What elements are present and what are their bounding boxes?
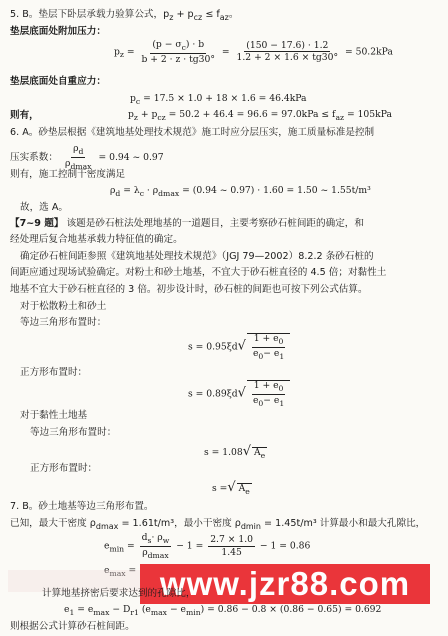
dry-density-equation: $\rho_d = \lambda_c \cdot \rho_{dmax} = (0.94$ ~ 0.97) · 1.60 = 1.50 ~ 1.55t/m³ (110, 185, 371, 198)
clay-triangle-formula: s = 1.08√ $A_e$ (204, 444, 266, 460)
additional-pressure-label: 垫层底面处附加压力： (10, 26, 106, 37)
triangle-spacing-formula: s = 0.95ξd√ $\frac{1 + e_0}{e_0- e_1}$ (188, 333, 290, 360)
max-void-ratio-equation: $e_{max}$ = (104, 565, 137, 578)
square-spacing-formula: s = 0.89ξd√ $\frac{1 + e_0}{e_0- e_1}$ (188, 380, 290, 407)
problem-6-heading: 6. A。砂垫层根据《建筑地基处理技术规范》施工时应分层压实，施工质量标准是控制 (10, 127, 375, 138)
clay-soil-label: 对于黏性土地基 (20, 410, 88, 421)
spacing-rule-line-2: 间距应通过现场试验确定。对粉土和砂土地基，不宜大于砂石桩直径的 4.5 倍；对黏性土 (10, 267, 387, 278)
triangle-layout-label-1: 等边三角形布置时： (20, 317, 107, 328)
min-void-ratio-equation: $e_{min}$ = $\frac{d_s\cdot \rho_w}{\rho_{dmax}}$ − 1 = $\frac{2.7 \times 1.0}{1.45}$ − 1 = 0.86 (104, 532, 311, 560)
problem-7-heading: 7. B。砂土地基等边三角形布置。 (10, 501, 154, 512)
intro-line-2: 经处理后复合地基承载力特征值的确定。 (10, 234, 183, 245)
then-label: 则有， (10, 110, 39, 121)
known-density-line: 已知，最大干密度 $\rho_{dmax} = 1.61t/m^3$，最小干密度 $\rho_{dmin} = 1.45t/m^3$ 计算最小和最大孔隙比， (10, 518, 426, 531)
spacing-calc-line: 则根据公式计算砂石桩间距。 (10, 621, 135, 632)
answer-a: 故，选 A。 (20, 202, 68, 213)
loose-silt-sand-label: 对于松散粉土和砂土 (20, 301, 107, 312)
additional-pressure-equation: $p_z$ = $\frac{(p - \sigma_c) \cdot b}{b + 2 \cdot z \cdot tg30^\circ}$ = $\frac{(150 - 17.6) \cdot 1.2}{1.2 + 2 \times 1.6 \times tg30^\circ}$ = 50.2kPa (114, 39, 393, 65)
problem-5-heading: 5. B。垫层下卧层承载力验算公式，$p_z + p_{cz} \le f_{az}$。 (10, 9, 239, 22)
compaction-coefficient-line: 压实系数： $\frac{\rho_d}{\rho_{dmax}}$ = 0.94 ~ 0.97 (10, 143, 164, 171)
self-weight-stress-label: 垫层底面处自重应力： (10, 76, 106, 87)
self-weight-stress-equation: $p_c = 17.5 \times 1.0 + 18 \times 1.6 = 46.4kPa$ (130, 93, 307, 106)
densified-void-ratio-label: 计算地基挤密后要求达到的孔隙比， (42, 588, 196, 599)
spacing-rule-line-1: 确定砂石桩间距参照《建筑地基处理技术规范》（JGJ 79—2002）8.2.2 条砂石桩的 (20, 251, 374, 262)
problem-7-9-intro: 【7~9 题】 该题是砂石桩法处理地基的一道题目，主要考察砂石桩间距的确定，和 (10, 218, 364, 229)
spacing-rule-line-3: 地基不宜大于砂石桩直径的 3 倍。初步设计时，砂石桩的间距也可按下列公式估算。 (10, 284, 368, 295)
website-watermark: www.jzr88.com (140, 564, 430, 604)
bearing-check-equation: $p_z + p_{cz} = 50.2 + 46.4 = 96.6 = 97.0kPa \le f_{az} = 105kPa$ (128, 109, 392, 122)
clay-square-formula: s =√ $A_e$ (212, 480, 250, 496)
densified-void-ratio-equation: $e_1 = e_{max} - D_{r1}$ $(e_{max} - e_{min}) = 0.86 - 0.8 \times (0.86 - 0.65) = 0.692$ (64, 604, 382, 617)
square-layout-label-1: 正方形布置时： (20, 367, 88, 378)
dry-density-requirement: 则有，施工控制干密度满足 (10, 169, 126, 180)
square-layout-label-2: 正方形布置时： (30, 463, 98, 474)
triangle-layout-label-2: 等边三角形布置时： (30, 427, 117, 438)
